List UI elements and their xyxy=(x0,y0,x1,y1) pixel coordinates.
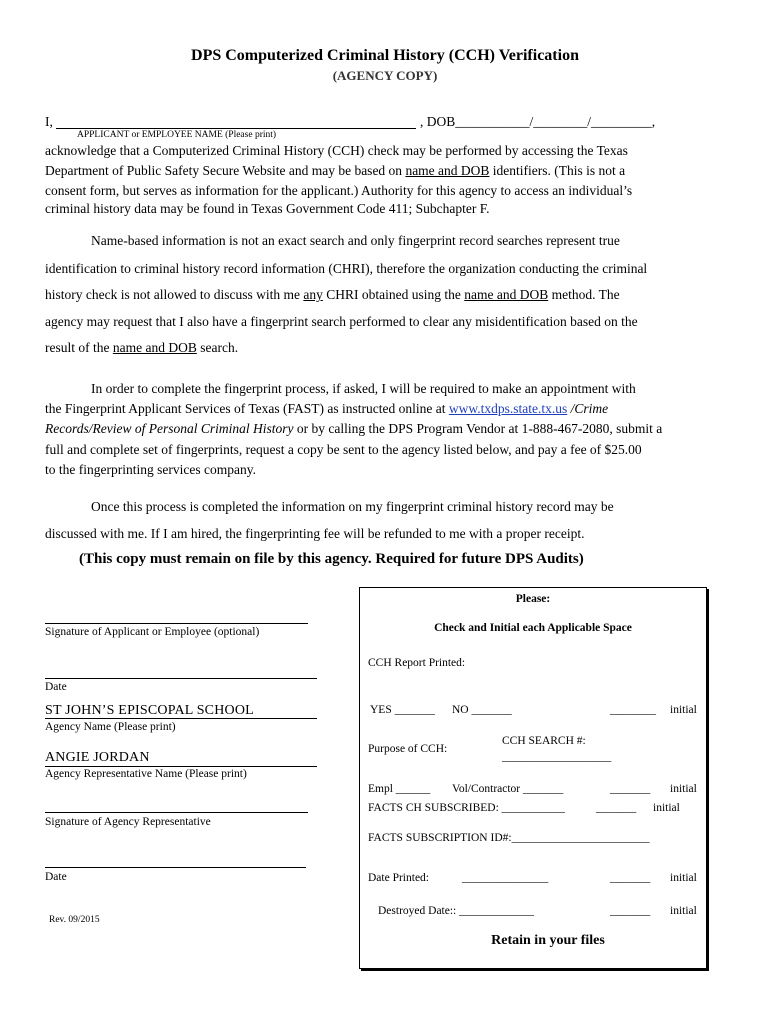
para3-line-2: the Fingerprint Applicant Services of Texas (FAST) as instructed online at www.txdps.state.tx.us /Crime xyxy=(45,401,609,416)
intro-line-4: criminal history data may be found in Texas Government Code 411; Subchapter F. xyxy=(45,201,490,216)
initial-label-1: initial xyxy=(670,704,697,716)
retain-notice: Retain in your files xyxy=(491,933,605,948)
applicant-name-caption: APPLICANT or EMPLOYEE NAME (Please print) xyxy=(77,130,277,140)
para3-line-1: In order to complete the fingerprint process, if asked, I will be required to make an appointment with xyxy=(91,381,636,396)
page-subtitle: (AGENCY COPY) xyxy=(332,68,438,83)
initial-field-5[interactable]: _______ xyxy=(610,905,651,917)
intro-line-1: acknowledge that a Computerized Criminal History (CCH) check may be performed by accessing the Texas xyxy=(45,143,628,158)
para2-line-4: agency may request that I also have a fingerprint search performed to clear any misidentification based on the xyxy=(45,314,638,329)
agency-rep-value[interactable]: ANGIE JORDAN xyxy=(45,750,150,765)
dps-website-link[interactable]: www.txdps.state.tx.us xyxy=(448,401,568,416)
purpose-label: Purpose of CCH: xyxy=(368,743,448,755)
applicant-signature-line[interactable] xyxy=(45,623,308,624)
facts-subscribed-field[interactable]: FACTS CH SUBSCRIBED: ___________ xyxy=(368,802,565,814)
no-field[interactable]: NO _______ xyxy=(452,704,512,716)
initial-label-3: initial xyxy=(653,802,680,814)
initial-label-5: initial xyxy=(670,905,697,917)
date-line-2[interactable] xyxy=(45,867,306,868)
para2-line-2: identification to criminal history record information (CHRI), therefore the organization conducting the criminal xyxy=(45,261,648,276)
agency-name-label: Agency Name (Please print) xyxy=(45,721,176,733)
agency-signature-line[interactable] xyxy=(45,812,308,813)
revision-label: Rev. 09/2015 xyxy=(49,915,100,925)
date-label-1: Date xyxy=(45,681,67,693)
date-label-2: Date xyxy=(45,871,67,883)
agency-name-value[interactable]: ST JOHN’S EPISCOPAL SCHOOL xyxy=(45,703,254,718)
applicant-name-line[interactable] xyxy=(56,128,416,129)
agency-rep-label: Agency Representative Name (Please print) xyxy=(45,768,247,780)
para3-line-3: Records/Review of Personal Criminal History or by calling the DPS Program Vendor at 1-888-467-2080, submit a xyxy=(45,421,663,436)
initial-field-4[interactable]: _______ xyxy=(610,872,651,884)
agency-signature-label: Signature of Agency Representative xyxy=(45,816,211,828)
para4-line-1: Once this process is completed the information on my fingerprint criminal history record may be xyxy=(91,499,614,514)
para4-line-2: discussed with me. If I am hired, the fingerprinting fee will be refunded to me with a proper receipt. xyxy=(45,526,585,541)
intro-line-2: Department of Public Safety Secure Website and may be based on name and DOB identifiers. (This is not a xyxy=(45,163,626,178)
employee-field[interactable]: Empl ______ xyxy=(368,783,431,795)
initial-field-2[interactable]: _______ xyxy=(610,783,651,795)
box-please: Please: xyxy=(515,593,551,605)
yes-field[interactable]: YES _______ xyxy=(370,704,435,716)
cch-search-label: CCH SEARCH #: xyxy=(502,735,586,747)
initial-label-2: initial xyxy=(670,783,697,795)
para2-line-5: result of the name and DOB search. xyxy=(45,340,239,355)
para2-line-1: Name-based information is not an exact search and only fingerprint record searches represent true xyxy=(91,233,620,248)
box-instructions: Check and Initial each Applicable Space xyxy=(434,622,632,634)
volunteer-contractor-field[interactable]: Vol/Contractor _______ xyxy=(452,783,564,795)
applicant-signature-label: Signature of Applicant or Employee (optional) xyxy=(45,626,260,638)
para2-line-3: history check is not allowed to discuss with me any CHRI obtained using the name and DOB method. The xyxy=(45,287,620,302)
date-line-1[interactable] xyxy=(45,678,317,679)
dob-field[interactable]: , DOB___________/________/_________, xyxy=(420,114,656,129)
page-title: DPS Computerized Criminal History (CCH) Verification xyxy=(191,47,579,64)
agency-check-box xyxy=(359,587,707,969)
date-printed-label: Date Printed: xyxy=(368,872,429,884)
destroyed-date-field[interactable]: Destroyed Date:: _____________ xyxy=(378,905,534,917)
intro-line-3: consent form, but serves as information for the applicant.) Authority for this agency to access an individual’s xyxy=(45,183,633,198)
cch-search-field[interactable]: ___________________ xyxy=(502,751,612,763)
agency-rep-line xyxy=(45,766,317,767)
initial-field-3[interactable]: _______ xyxy=(596,802,637,814)
initial-field-1[interactable]: ________ xyxy=(610,704,656,716)
initial-label-4: initial xyxy=(670,872,697,884)
para3-line-4: full and complete set of fingerprints, request a copy be sent to the agency listed below, and pay a fee of $25.00 xyxy=(45,442,642,457)
audit-notice: (This copy must remain on file by this agency. Required for future DPS Audits) xyxy=(79,551,584,567)
intro-prefix: I, xyxy=(45,114,53,129)
facts-subscription-id-field[interactable]: FACTS SUBSCRIPTION ID#:________________________ xyxy=(368,832,650,844)
date-printed-field[interactable]: _______________ xyxy=(462,872,549,884)
para3-line-5: to the fingerprinting services company. xyxy=(45,462,256,477)
agency-name-line xyxy=(45,718,317,719)
cch-printed-label: CCH Report Printed: xyxy=(368,657,466,669)
